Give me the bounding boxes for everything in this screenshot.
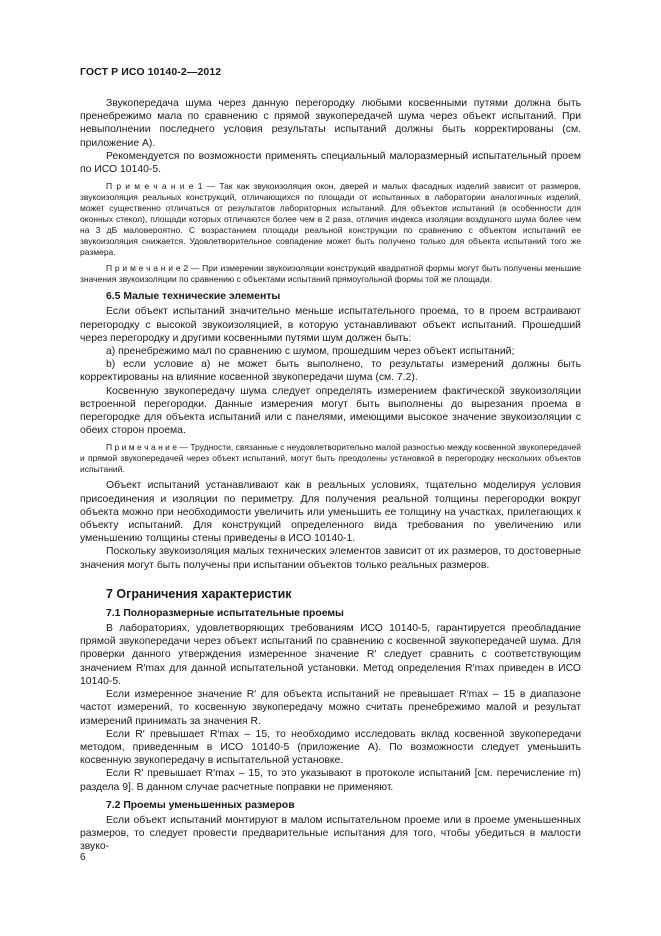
paragraph: Рекомендуется по возможности применять специальный малоразмерный испытательный проем по ИСО 10140-5. (80, 150, 581, 176)
paragraph: Если объект испытаний значительно меньше испытательного проема, то в проем встраивают перегородку с высокой звукоизоляцией, в которую устанавливают объект испытаний. Прошедший через перегородку и другими косвенными путями шум должен быть: (80, 306, 581, 344)
list-item: a) пренебрежимо мал по сравнению с шумом, прошедшим через объект испытаний; (106, 346, 515, 358)
section-heading-6-5: 6.5 Малые технические элементы (106, 291, 281, 303)
paragraph: Объект испытаний устанавливают как в реальных условиях, тщательно моделируя условия присоединения и изоляции по периметру. Для получения реальной толщины перегородки вокруг объекта можно при необходимости увеличить или уменьшить ее толщину на участках, прилегающих к объекту испытаний. Для конструкций определенного вида требования по увеличению или уменьшению толщины стены приведены в ИСО 10140-1. (80, 480, 581, 545)
note: П р и м е ч а н и е 1 — Так как звукоизоляция окон, дверей и малых фасадных изделий зависит от размеров, звукоизоляция реальных конструкций, отличающихся по площади от испытанных в лаборатории аналогичных изделий, может существенно отличаться от результатов лабораторных испытаний. Для объектов испытаний (в особенности для оконных стекол), площади которых отличаются более чем в 2 раза, отличия индекса изоляции воздушного шума более чем на 3 дБ маловероятно. С возрастанием площади реальной конструкции по сравнению с объектом испытаний ее звукоизоляция снижается. Удовлетворительное совпадение может быть получено только для объекта испытаний того же размера. (80, 181, 581, 258)
paragraph: Если измеренное значение R′ для объекта испытаний не превышает R′max – 15 в диапазоне частот измерений, то косвенную звукопередачу можно считать пренебрежимо малой и результат измерений принимать за значения R. (80, 689, 581, 727)
list-item: b) если условие а) не может быть выполнено, то результаты измерений должны быть корректированы на влияние косвенной звукопередачи шума (см. 7.2). (80, 359, 581, 384)
paragraph: Косвенную звукопередачу шума следует определять измерением фактической звукоизоляции встроенной перегородки. Данные измерения могут быть выполнены до вырезания проема в перегородке для объекта испытаний или с панелями, имеющими высокое значение звукоизоляции с обеих сторон проема. (80, 385, 581, 437)
note: П р и м е ч а н и е — Трудности, связанные с неудовлетворительно малой разностью между косвенной звукопередачей и прямой звукопередачей через объект испытаний, могут быть преодолены установкой в перегородку нескольких объектов испытаний. (80, 442, 581, 475)
page-number: 6 (80, 852, 86, 863)
section-heading-7-2: 7.2 Проемы уменьшенных размеров (106, 799, 295, 811)
section-heading-7-1: 7.1 Полноразмерные испытательные проемы (106, 607, 344, 619)
paragraph: Поскольку звукоизоляция малых технических элементов зависит от их размеров, то достоверные значения могут быть получены при испытании объектов только реальных размеров. (80, 546, 581, 571)
paragraph: В лабораториях, удовлетворяющих требованиям ИСО 10140-5, гарантируется преобладание прямой звукопередачи через объект испытаний по сравнению с косвенной звукопередачей шума. Для проверки данного утверждения измеренное значение R′ следует сравнить с соответствующим значением R′max для данной испытательной установки. Метод определения R′max приведен в ИСО 10140-5. (80, 623, 581, 687)
section-heading-7: 7 Ограничения характеристик (106, 586, 292, 601)
note: П р и м е ч а н и е 2 — При измерении звукоизоляции конструкций квадратной формы могут быть получены меньшие значения звукоизоляции по сравнению с объектами испытаний прямоугольной формы той же площади. (80, 263, 581, 285)
paragraph: Звукопередача шума через данную перегородку любыми косвенными путями должна быть пренебрежимо мала по сравнению с прямой звукопередачей шума через объект испытаний. При невыполнении последнего условия результаты испытаний должны быть корректированы (см. приложение А). (80, 98, 581, 149)
paragraph: Если R′ превышает R′max – 15, то это указывают в протоколе испытаний [см. перечисление m) раздела 9]. В данном случае расчетные поправки не применяют. (80, 768, 581, 793)
document-body (80, 97, 581, 854)
paragraph: Если R′ превышает R′max – 15, то необходимо исследовать вклад косвенной звукопередачи методом, приведенным в ИСО 10140-5 (приложение А). По возможности следует уменьшить косвенную звукопередачу в испытательной установке. (80, 728, 581, 767)
paragraph: Если объект испытаний монтируют в малом испытательном проеме или в проеме уменьшенных размеров, то следует провести предварительные испытания для того, чтобы убедиться в малости звуко- (80, 814, 581, 853)
document-header: ГОСТ Р ИСО 10140-2—2012 (80, 66, 222, 78)
